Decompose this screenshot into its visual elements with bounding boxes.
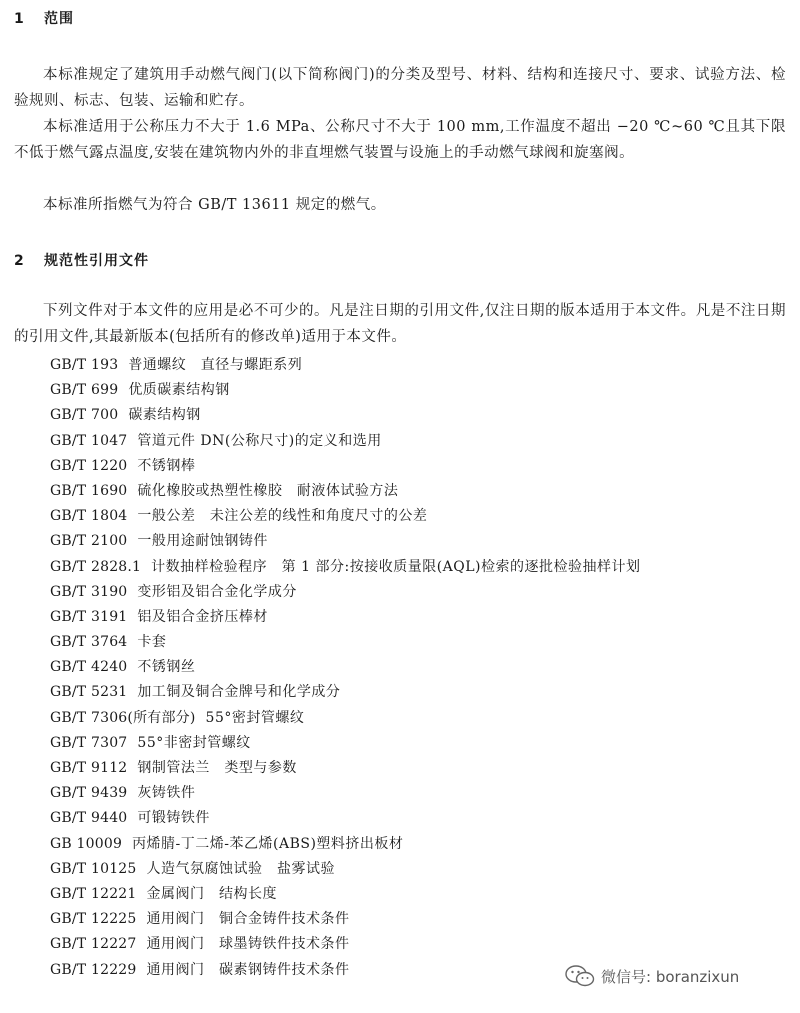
- reference-title: 铝及铝合金挤压棒材: [137, 608, 268, 625]
- references-intro: 下列文件对于本文件的应用是必不可少的。凡是注日期的引用文件,仅注日期的版本适用于本文件。凡是不注日期的引用文件,其最新版本(包括所有的修改单)适用于本文件。: [14, 303, 786, 345]
- reference-title: 55°密封管螺纹: [205, 709, 305, 726]
- reference-code: GB/T 10125: [50, 860, 137, 877]
- reference-code: GB/T 3764: [50, 634, 128, 651]
- reference-code: GB/T 700: [50, 407, 119, 424]
- reference-item: [50, 504, 790, 529]
- reference-item: [50, 882, 790, 907]
- reference-item: [50, 706, 790, 731]
- reference-title: 不锈钢丝: [137, 659, 196, 676]
- reference-title: 优质碳素结构钢: [128, 382, 230, 399]
- reference-item: [50, 403, 790, 428]
- reference-item: [50, 907, 790, 932]
- reference-code: GB/T 12221: [50, 885, 137, 902]
- reference-title: 卡套: [137, 634, 167, 651]
- section-1-heading: [14, 8, 74, 28]
- reference-title: 普通螺纹 直径与螺距系列: [128, 357, 303, 373]
- scope-paragraph-2: 本标准适用于公称压力不大于 1.6 MPa、公称尺寸不大于 100 mm,工作温度不超出 −20 ℃~60 ℃且其下限不低于燃气露点温度,安装在建筑物内外的非直埋燃气装置与设施上的手动燃气球阀和旋塞阀。: [14, 119, 786, 161]
- reference-title: 一般公差 未注公差的线性和角度尺寸的公差: [137, 508, 428, 525]
- reference-title: 变形铝及铝合金化学成分: [137, 583, 297, 600]
- section-number: 2: [14, 253, 25, 269]
- section-title: 范围: [44, 11, 74, 27]
- reference-code: GB/T 3190: [50, 583, 128, 600]
- reference-title: 通用阀门 碳素钢铸件技术条件: [146, 961, 350, 978]
- reference-title: 不锈钢棒: [137, 457, 196, 474]
- reference-item: [50, 454, 790, 479]
- scope-paragraph-3: 本标准所指燃气为符合 GB/T 13611 规定的燃气。: [43, 197, 386, 213]
- reference-title: 一般用途耐蚀钢铸件: [137, 533, 268, 550]
- reference-title: 金属阀门 结构长度: [146, 885, 278, 902]
- reference-item: [50, 353, 790, 378]
- reference-item: [50, 630, 790, 655]
- reference-code: GB/T 7306(所有部分): [50, 709, 196, 726]
- reference-item: [50, 832, 790, 857]
- reference-title: 丙烯腈-丁二烯-苯乙烯(ABS)塑料挤出板材: [132, 835, 404, 852]
- section-number: 1: [14, 11, 25, 27]
- wechat-icon: [565, 964, 595, 988]
- reference-item: [50, 555, 790, 580]
- reference-item: [50, 529, 790, 554]
- reference-code: GB/T 7307: [50, 734, 128, 751]
- reference-code: GB/T 1690: [50, 482, 128, 499]
- reference-title: 人造气氛腐蚀试验 盐雾试验: [146, 860, 336, 877]
- reference-code: GB/T 9440: [50, 810, 128, 827]
- reference-title: 通用阀门 球墨铸铁件技术条件: [146, 936, 350, 953]
- reference-title: 计数抽样检验程序 第 1 部分:按接收质量限(AQL)检索的逐批检验抽样计划: [151, 558, 641, 575]
- reference-title: 钢制管法兰 类型与参数: [137, 760, 297, 776]
- reference-item: [50, 731, 790, 756]
- reference-title: 加工铜及铜合金牌号和化学成分: [137, 684, 341, 701]
- reference-code: GB/T 1047: [50, 432, 128, 449]
- section-2-heading: [14, 250, 149, 270]
- reference-code: GB/T 12227: [50, 936, 137, 953]
- reference-code: GB/T 3191: [50, 608, 128, 625]
- reference-title: 碳素结构钢: [128, 407, 201, 424]
- reference-title: 通用阀门 铜合金铸件技术条件: [146, 911, 350, 928]
- reference-code: GB/T 2100: [50, 533, 128, 550]
- reference-item: [50, 781, 790, 806]
- reference-item: [50, 479, 790, 504]
- reference-code: GB/T 5231: [50, 684, 128, 701]
- reference-code: GB/T 1220: [50, 457, 128, 474]
- reference-code: GB/T 12225: [50, 911, 137, 928]
- reference-title: 硫化橡胶或热塑性橡胶 耐液体试验方法: [137, 482, 399, 499]
- reference-code: GB 10009: [50, 835, 123, 852]
- reference-code: GB/T 699: [50, 382, 119, 399]
- reference-code: GB/T 4240: [50, 659, 128, 676]
- reference-code: GB/T 193: [50, 357, 119, 373]
- scope-paragraph-1: 本标准规定了建筑用手动燃气阀门(以下简称阀门)的分类及型号、材料、结构和连接尺寸、要求、试验方法、检验规则、标志、包装、运输和贮存。: [14, 67, 786, 109]
- reference-item: [50, 605, 790, 630]
- reference-item: [50, 655, 790, 680]
- reference-title: 55°非密封管螺纹: [137, 734, 251, 751]
- reference-item: [50, 932, 790, 957]
- reference-code: GB/T 2828.1: [50, 558, 142, 575]
- wechat-watermark: [565, 962, 739, 990]
- reference-code: GB/T 12229: [50, 961, 137, 978]
- reference-title: 灰铸铁件: [137, 785, 196, 802]
- reference-item: [50, 580, 790, 605]
- reference-item: [50, 429, 790, 454]
- reference-title: 管道元件 DN(公称尺寸)的定义和选用: [137, 432, 382, 449]
- reference-item: [50, 756, 790, 781]
- section-title: 规范性引用文件: [44, 253, 149, 269]
- reference-item: [50, 680, 790, 705]
- reference-code: GB/T 9112: [50, 760, 128, 776]
- reference-item: [50, 378, 790, 403]
- reference-code: GB/T 9439: [50, 785, 128, 802]
- watermark-text: 微信号: boranzixun: [601, 967, 740, 986]
- reference-list: [50, 353, 790, 983]
- reference-title: 可锻铸铁件: [137, 810, 210, 827]
- reference-code: GB/T 1804: [50, 508, 128, 525]
- reference-item: [50, 857, 790, 882]
- reference-item: [50, 806, 790, 831]
